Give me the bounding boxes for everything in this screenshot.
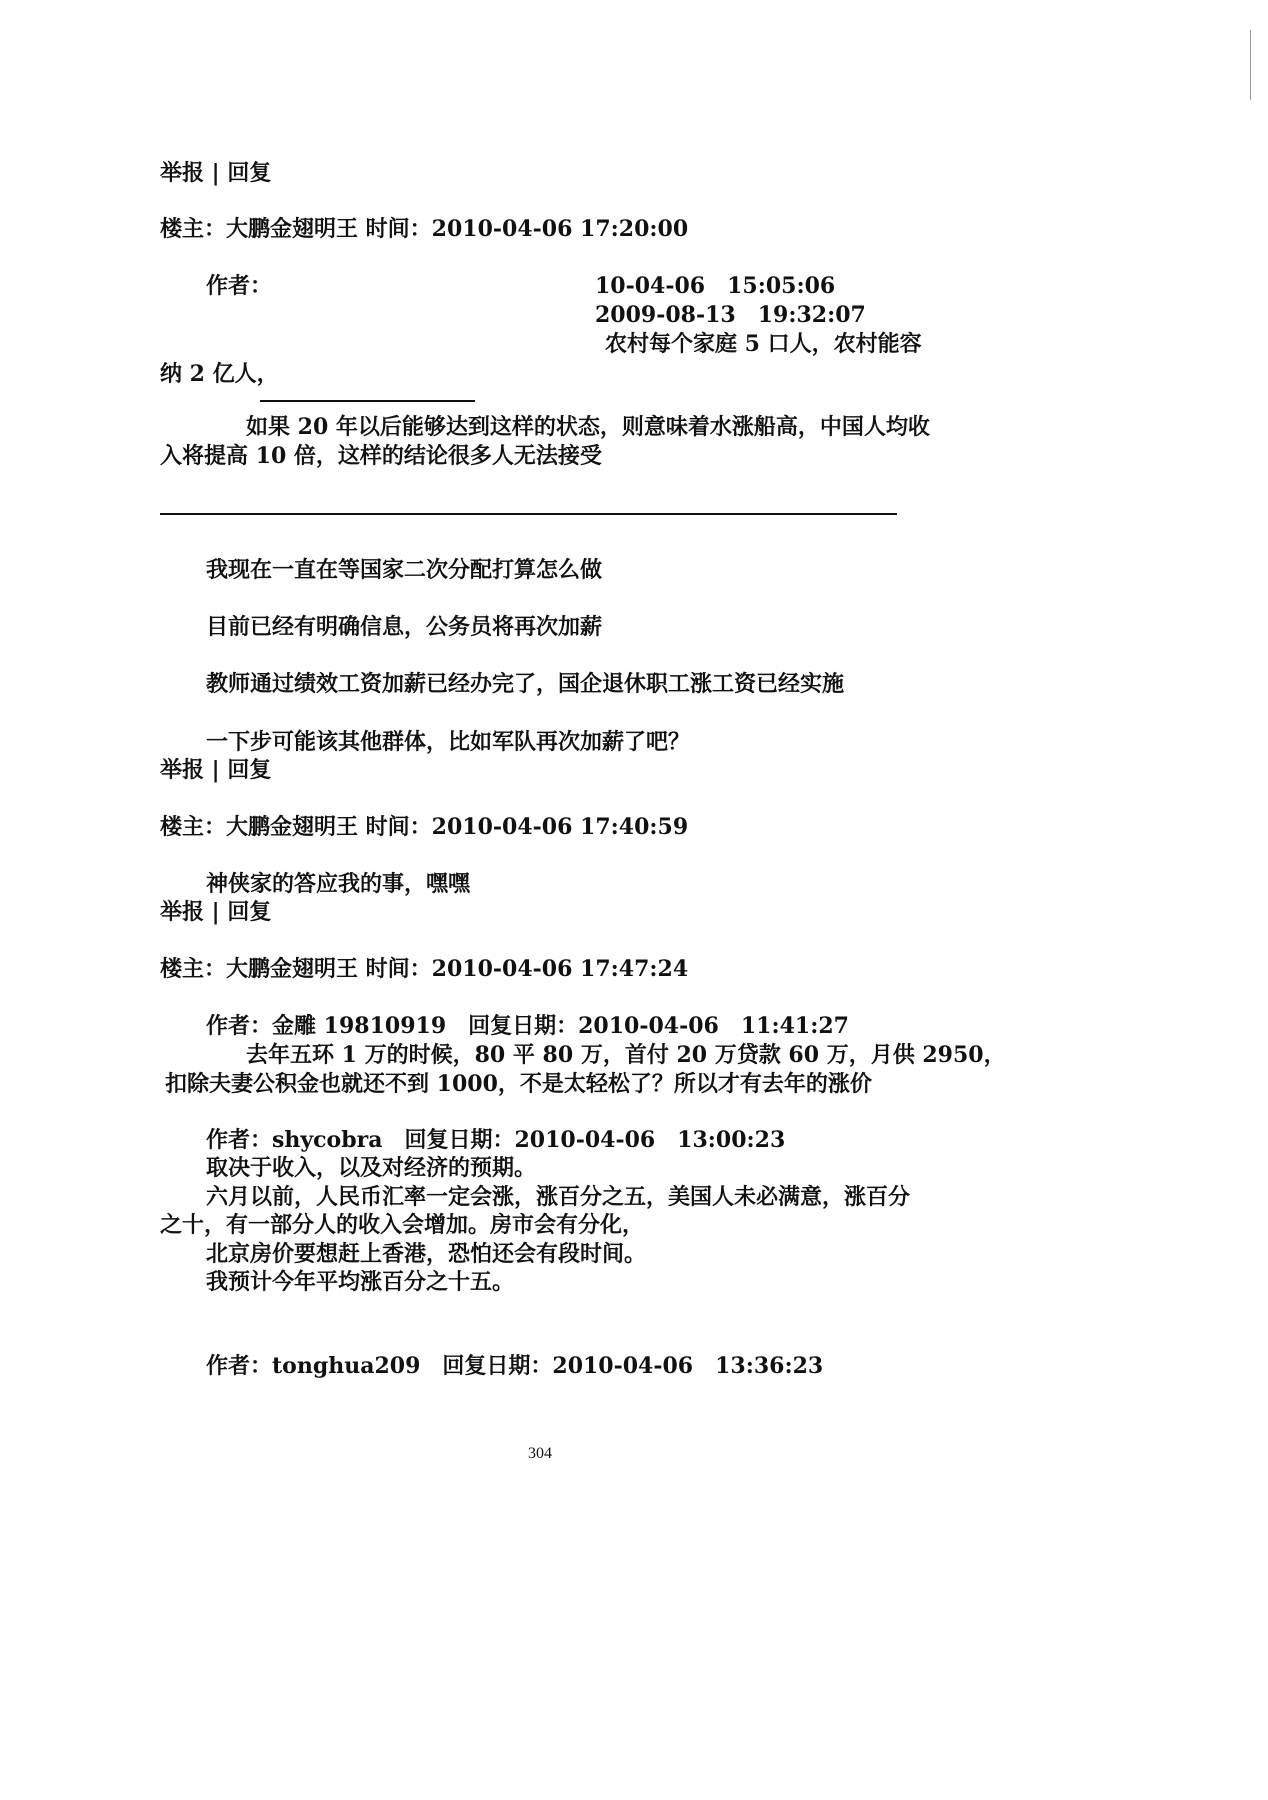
quote-text: 取决于收入，以及对经济的预期。 <box>206 1155 537 1181</box>
post-header: 楼主：大鹏金翅明王 时间：2010-04-06 17:40:59 <box>160 814 689 840</box>
quote-author: 作者：tonghua209 回复日期：2010-04-06 13:36:23 <box>206 1353 824 1379</box>
report-reply-link[interactable]: 举报 | 回复 <box>160 899 272 925</box>
long-divider <box>160 513 897 515</box>
quote-author: 作者：shycobra 回复日期：2010-04-06 13:00:23 <box>206 1127 786 1153</box>
post-header: 楼主：大鹏金翅明王 时间：2010-04-06 17:47:24 <box>160 956 689 982</box>
quote-author: 作者：金雕 19810919 回复日期：2010-04-06 11:41:27 <box>206 1013 849 1039</box>
scan-artifact <box>1250 30 1251 100</box>
short-divider <box>260 400 475 402</box>
post-body: 一下步可能该其他群体，比如军队再次加薪了吧？ <box>206 729 691 755</box>
report-reply-link[interactable]: 举报 | 回复 <box>160 757 272 783</box>
post-body: 我现在一直在等国家二次分配打算怎么做 <box>206 557 603 583</box>
quote-text: 北京房价要想赶上香港，恐怕还会有段时间。 <box>206 1241 647 1267</box>
paragraph-text: 入将提高 10 倍，这样的结论很多人无法接受 <box>160 443 602 469</box>
quote-text: 农村每个家庭 5 口人，农村能容 <box>605 331 922 357</box>
post-body: 神侠家的答应我的事，嘿嘿 <box>206 871 471 897</box>
report-reply-link[interactable]: 举报 | 回复 <box>160 160 272 186</box>
quote-author-label: 作者： <box>206 273 273 299</box>
quote-text: 扣除夫妻公积金也就还不到 1000，不是太轻松了？所以才有去年的涨价 <box>165 1071 872 1097</box>
quote-time: 2009-08-13 19:32:07 <box>595 302 866 328</box>
page-number: 304 <box>528 1445 552 1462</box>
post-body: 目前已经有明确信息，公务员将再次加薪 <box>206 614 603 640</box>
quote-text: 纳 2 亿人， <box>160 361 279 387</box>
post-header: 楼主：大鹏金翅明王 时间：2010-04-06 17:20:00 <box>160 216 689 242</box>
quote-time: 10-04-06 15:05:06 <box>595 273 836 299</box>
quote-text: 我预计今年平均涨百分之十五。 <box>206 1269 515 1295</box>
quote-text: 去年五环 1 万的时候，80 平 80 万，首付 20 万贷款 60 万，月供 2950， <box>246 1042 1006 1068</box>
post-body: 教师通过绩效工资加薪已经办完了，国企退休职工涨工资已经实施 <box>206 671 845 697</box>
quote-text: 之十，有一部分人的收入会增加。房市会有分化， <box>160 1212 645 1238</box>
paragraph-text: 如果 20 年以后能够达到这样的状态，则意味着水涨船高，中国人均收 <box>246 414 930 440</box>
quote-text: 六月以前，人民币汇率一定会涨，涨百分之五，美国人未必满意，涨百分 <box>206 1184 911 1210</box>
